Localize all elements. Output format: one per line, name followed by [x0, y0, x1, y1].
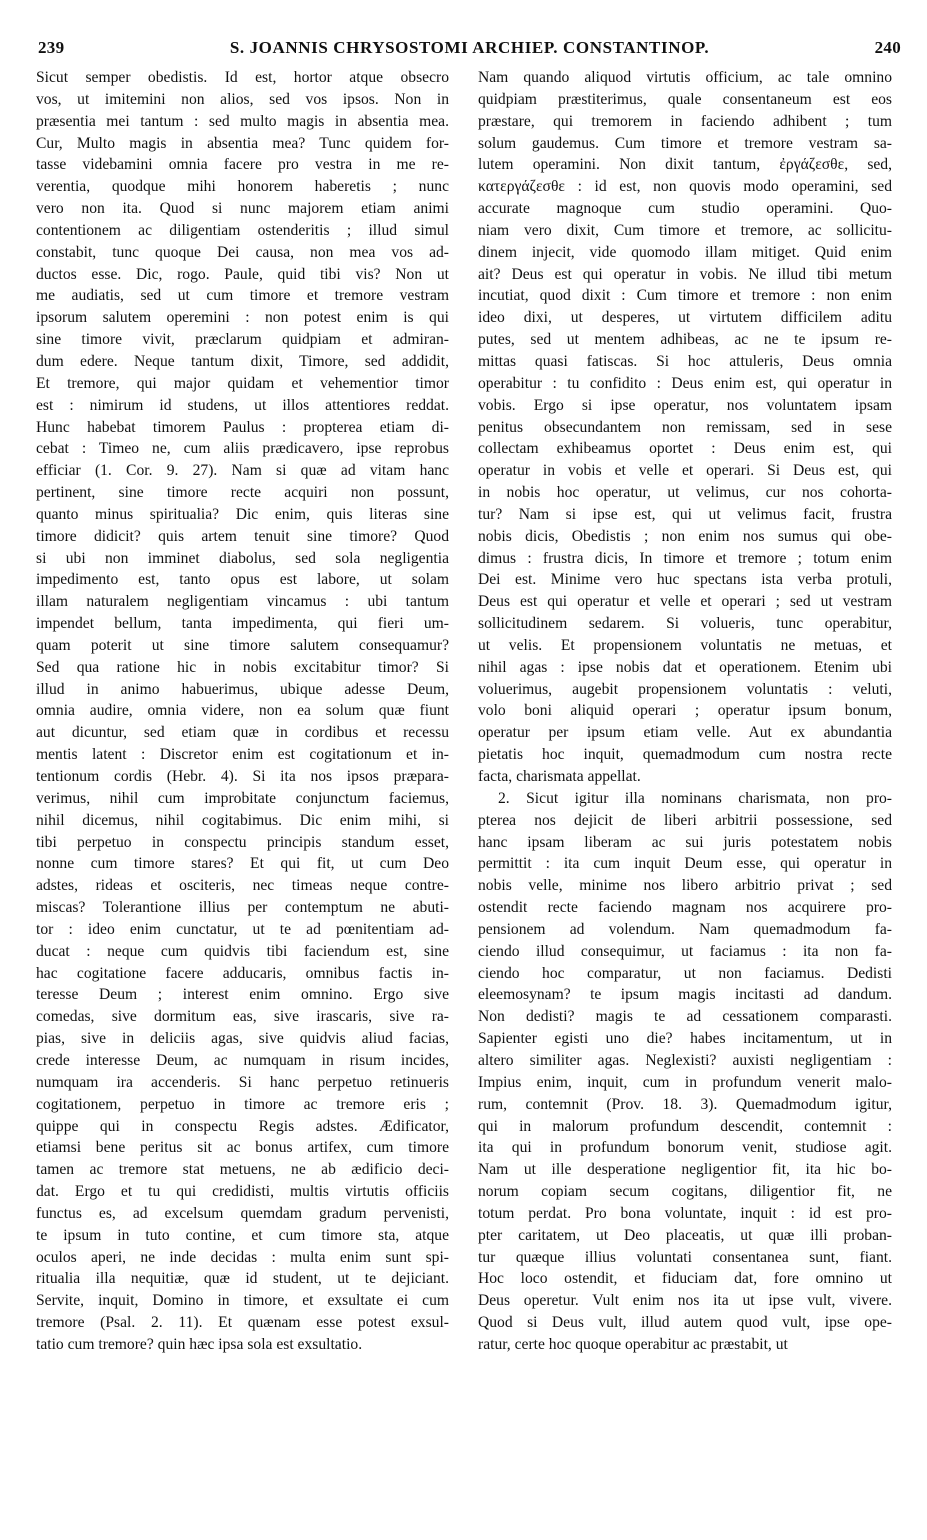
text-line: penitus obsecundantem non remissam, sed in sese [478, 418, 892, 436]
text-line: dum edere. Neque tantum dixit, Timore, sed addidit, [36, 352, 449, 370]
text-line: efficiar (1. Cor. 9. 27). Nam si quæ ad vitam hanc [36, 462, 449, 480]
text-line: numquam ira accenderis. Si hanc perpetuo retinueris [36, 1073, 449, 1091]
text-line: me audiatis, sed ut cum timore et tremore vestram [36, 287, 449, 305]
text-line: ritualia illa nequitiæ, quæ id student, ut te dejiciant. [36, 1270, 449, 1288]
text-line: pensionem ad volendum. Nam quemadmodum fa- [478, 920, 892, 938]
text-line: ducat : neque cum quidvis tibi faciendum est, sine [36, 942, 449, 960]
text-line: tur quæque illius voluntati consentanea sunt, fiant. [478, 1248, 892, 1266]
text-line: impedimento est, tanto opus est labore, ut solam [36, 571, 449, 589]
text-line: putes, sed ut mentem adhibeas, ac ne te ipsum re- [478, 331, 892, 349]
text-line: voluerimus, augebit propensionem voluntatis : veluti, [478, 680, 892, 698]
text-line: ostendit recte faciendo magnam nos acquirere pro- [478, 899, 892, 917]
text-line: tor : ideo enim cunctatur, ut te ad pœnitentiam ad- [36, 920, 449, 938]
text-line: verimus, nihil cum improbitate conjunctum faciemus, [36, 789, 449, 807]
text-line: collectam exhibeamus oportet : Deus enim est, qui [478, 440, 892, 458]
running-title: S. JOANNIS CHRYSOSTOMI ARCHIEP. CONSTANTINOP. [229, 38, 710, 57]
text-line: nobis velle, minime nos libero arbitrio privat ; sed [478, 877, 892, 895]
text-line: constabit, tunc quoque Dei causa, non mea vos ad- [36, 243, 449, 261]
text-line: impendet bellum, tanta impedimenta, qui fieri um- [36, 615, 449, 633]
text-line: κατεργάζεσθε : id est, non quovis modo operamini, sed [478, 178, 892, 196]
text-line: tibi perpetuo in conspectu principis standum esset, [36, 833, 449, 851]
text-line: incutiat, quod dixit : Cum timore et tremore : non enim [478, 287, 892, 305]
text-line: sine timore vivit, præclarum quidpiam et admiran- [36, 331, 449, 349]
text-line: qui in malorum profundum descendit, contemnit : [478, 1117, 892, 1135]
text-line: Quod si Deus vult, illud autem quod vult, ipse ope- [478, 1314, 892, 1332]
text-line: ductos esse. Dic, rogo. Paule, quid tibi vis? Non ut [36, 265, 449, 283]
text-line: tremore (Psal. 2. 11). Et quænam esse potest exsul- [36, 1314, 449, 1332]
text-line: nihil agas : ipse nobis dat et operationem. Etenim ubi [478, 658, 892, 676]
text-line: pter caritatem, ut Deo placeatis, ut quæ illi proban- [478, 1226, 892, 1244]
text-line: accurate magnoque cum studio operamini. Quo- [478, 200, 892, 218]
text-line: aut dicuntur, sed etiam quæ in cordibus et recessu [36, 724, 449, 742]
text-line: Sapienter egisti uno die? habes incitamentum, ut in [478, 1030, 892, 1048]
text-line: etiamsi bene peritus sit ac bonus artifex, cum timore [36, 1139, 449, 1157]
text-line: Hoc loco ostendit, et fiduciam dat, fore omnino ut [478, 1270, 892, 1288]
text-line: cebat : Timeo ne, cum aliis prædicavero, ipse reprobus [36, 440, 449, 458]
text-line: norum copiam secum cogitans, diligentior fit, ne [478, 1183, 892, 1201]
text-line: ideo dixi, ut desperes, ut virtutem difficilem aditu [478, 309, 892, 327]
text-line: ita qui in profundum bonorum venit, studiose agit. [478, 1139, 892, 1157]
text-line: operatur per ipsum etiam velle. Aut ex abundantia [478, 724, 892, 742]
text-line: vero non ita. Quod si nunc majorem etiam animi [36, 200, 449, 218]
text-line: verentia, quodque mihi honorem haberetis ; nunc [36, 178, 449, 196]
text-line: oculos aperi, ne inde decidas : multa enim sunt spi- [36, 1248, 449, 1266]
text-line: functus es, ad excelsum quemdam gradum pervenisti, [36, 1204, 449, 1222]
text-line: omnia audire, omnia videre, non ea solum quæ fiunt [36, 702, 449, 720]
text-line: Sicut semper obedistis. Id est, hortor atque obsecro [36, 69, 449, 86]
text-line: Servite, inquit, Domino in timore, et exsultate ei cum [36, 1292, 449, 1310]
text-line: Cur, Multo magis in absentia mea? Tunc quidem for- [36, 134, 449, 152]
text-line: 2. Sicut igitur illa nominans charismata, non pro- [498, 789, 892, 807]
text-line: altero similiter agas. Neglexisti? auxisti negligentiam : [478, 1051, 892, 1069]
text-line: rum, contemnit (Prov. 18. 3). Quemadmodum igitur, [478, 1095, 892, 1113]
text-line: pterea nos dejicit de liberi arbitrii possessione, sed [478, 811, 892, 829]
left-text-column [36, 67, 449, 1356]
text-line: volo boni aliquid operari ; operatur ipsum bonum, [478, 702, 892, 720]
text-line: hanc ipsam liberam ac sui juris potestatem nobis [478, 833, 892, 851]
text-line: Sed qua ratione hic in nobis excitabitur timor? Si [36, 658, 449, 676]
text-line: Non dedisti? magis te ad cessationem comparasti. [478, 1008, 892, 1026]
text-line: ut velis. Et propensionem voluntatis ne metuas, et [478, 636, 892, 654]
text-line: teresse Deum ; interest enim omnino. Ergo sive [36, 986, 449, 1004]
text-line: Nam quando aliquod virtutis officium, ac tale omnino [478, 69, 892, 86]
text-line: solum gaudemus. Cum timore et tremore vestram sa- [478, 134, 892, 152]
text-line: pertinent, sine timore recte acquiri non possunt, [36, 484, 449, 502]
text-line: tentionum cordis (Hebr. 4). Si ita nos ipsos præpara- [36, 768, 449, 785]
text-line: si ubi non imminet diabolus, sed sola negligentia [36, 549, 449, 567]
text-line: te ipsum in tuto contine, et cum timore sta, atque [36, 1226, 449, 1244]
text-line: quippe qui in conspectu Regis adstes. Ædificator, [36, 1117, 449, 1135]
text-line: hac cogitatione facere adducaris, omnibus factis in- [36, 964, 449, 982]
text-line: cogitationem, perpetuo in timore ac tremore eris ; [36, 1095, 449, 1113]
text-line: adstes, rideas et osciteris, nec timeas neque contre- [36, 877, 449, 895]
text-line: facta, charismata appellat. [478, 768, 641, 785]
text-line: pias, sive in deliciis agas, sive quidvis aliud facias, [36, 1030, 449, 1048]
text-line: mittas quasi fatiscas. Si hoc attuleris, Deus omnia [478, 352, 892, 370]
text-line: operatur in vobis et velle et operari. Si Deus est, qui [478, 462, 892, 480]
text-line: totum perdat. Pro bona voluntate, inquit : id est pro- [478, 1204, 892, 1222]
text-line: crede interesse Deum, ac numquam in risum incides, [36, 1051, 449, 1069]
text-line: tamen ac tremore stat metuens, ne ab ædificio deci- [36, 1161, 449, 1179]
text-line: sollicitudinem sedarem. Si volueris, tunc operabitur, [478, 615, 892, 633]
text-line: vobis. Ergo si ipse operatur, nos voluntatem ipsam [478, 396, 892, 414]
page-number: 239 [38, 38, 65, 57]
text-line: Nam ut ille desperatione negligentior fit, ita hic bo- [478, 1161, 892, 1179]
text-line: præstare, qui tremorem in faciendo adhibent ; tum [478, 112, 892, 130]
text-line: tatio cum tremore? quin hæc ipsa sola est exsultatio. [36, 1335, 363, 1353]
text-line: ipsorum salutem operemini : non potest enim is qui [36, 309, 449, 327]
text-line: pietatis hoc inquit, quemadmodum cum nostra recte [478, 746, 892, 764]
right-text-column [478, 67, 892, 1356]
text-line: permittit : ita cum inquit Deum esse, qui operatur in [478, 855, 892, 873]
text-line: tasse videbamini omnia facere pro vestra in me re- [36, 156, 449, 174]
text-line: operabitur : tu confidito : Deus enim est, qui operatur in [478, 374, 892, 392]
running-header [38, 38, 901, 64]
text-line: Deus est qui operatur et velle et operari ; sed ut vestram [478, 593, 892, 611]
text-line: Et tremore, qui major quidam et vehementior timor [36, 374, 449, 392]
text-line: ciendo hoc comparatur, ut non faciamus. Dedisti [478, 964, 892, 982]
text-line: timore didicit? quis artem tenuit sine timore? Quod [36, 527, 449, 545]
text-line: quidpiam præstiterimus, quale consentaneum est eos [478, 90, 892, 108]
text-line: præsentia mei tantum : sed multo magis in absentia mea. [36, 112, 449, 130]
text-line: contentionem ac diligentiam ostenderitis ; illud simul [36, 221, 449, 239]
text-line: Dei est. Minime vero huc spectans ista verba protuli, [478, 571, 892, 589]
text-line: dimus : frustra dicis, In timore et tremore ; totum enim [478, 549, 892, 567]
text-line: in nobis hoc operatur, ut velimus, cur nos cohorta- [478, 484, 892, 502]
text-line: nobis dicis, Obedistis ; non enim nos sumus qui obe- [478, 527, 892, 545]
text-line: tur? Nam si ipse est, qui ut velimus facit, frustra [478, 505, 892, 523]
text-line: ratur, certe hoc quoque operabitur ac præstabit, ut [478, 1335, 788, 1353]
text-line: ciendo illud consequimur, ut faciamus : ita non fa- [478, 942, 892, 960]
text-line: dinem injecit, vide quomodo illam mitiget. Quid enim [478, 243, 892, 261]
text-line: illud in animo habuerimus, ubique adesse Deum, [36, 680, 449, 698]
text-line: nihil dicemus, nihil cogitabimus. Dic enim mihi, si [36, 811, 449, 829]
text-line: ait? Deus est qui operatur in vobis. Ne illud tibi metum [478, 265, 892, 283]
column-number: 240 [874, 38, 901, 57]
text-line: lutem operamini. Non dixit tantum, ἐργάζεσθε, sed, [478, 156, 892, 174]
text-line: vos, ut imitemini non alios, sed vos ipsos. Non in [36, 90, 449, 108]
text-line: nonne cum timore stares? Et qui fit, ut cum Deo [36, 855, 449, 873]
text-line: Hunc habebat timorem Paulus : propterea etiam di- [36, 418, 449, 436]
text-line: niam vero dixit, Cum timore et tremore, ac sollicitu- [478, 221, 892, 239]
text-line: illam naturalem negligentiam vincamus : ubi tantum [36, 593, 449, 611]
text-line: dat. Ergo et tu qui credidisti, multis virtutis officiis [36, 1183, 449, 1201]
text-line: Deus operetur. Vult enim nos ita ut ipse vult, vivere. [478, 1292, 892, 1310]
text-line: quam poterit ut sine timore salutem consequamur? [36, 636, 449, 654]
text-line: miscas? Tolerantione illius per contemptum ne abuti- [36, 899, 449, 917]
text-line: est : nimirum id studens, ut illos attentiores reddat. [36, 396, 449, 414]
text-line: mentis latent : Discretor enim est cogitationum et in- [36, 746, 449, 764]
text-line: quanto minus spiritualia? Dic enim, quis literas sine [36, 505, 449, 523]
text-line: eleemosynam? te ipsum magis incitasti ad dandum. [478, 986, 892, 1004]
text-line: Impius enim, inquit, cum in profundum venerit malo- [478, 1073, 892, 1091]
text-line: comedas, sive dormitum eas, sive irascaris, sive ra- [36, 1008, 449, 1026]
